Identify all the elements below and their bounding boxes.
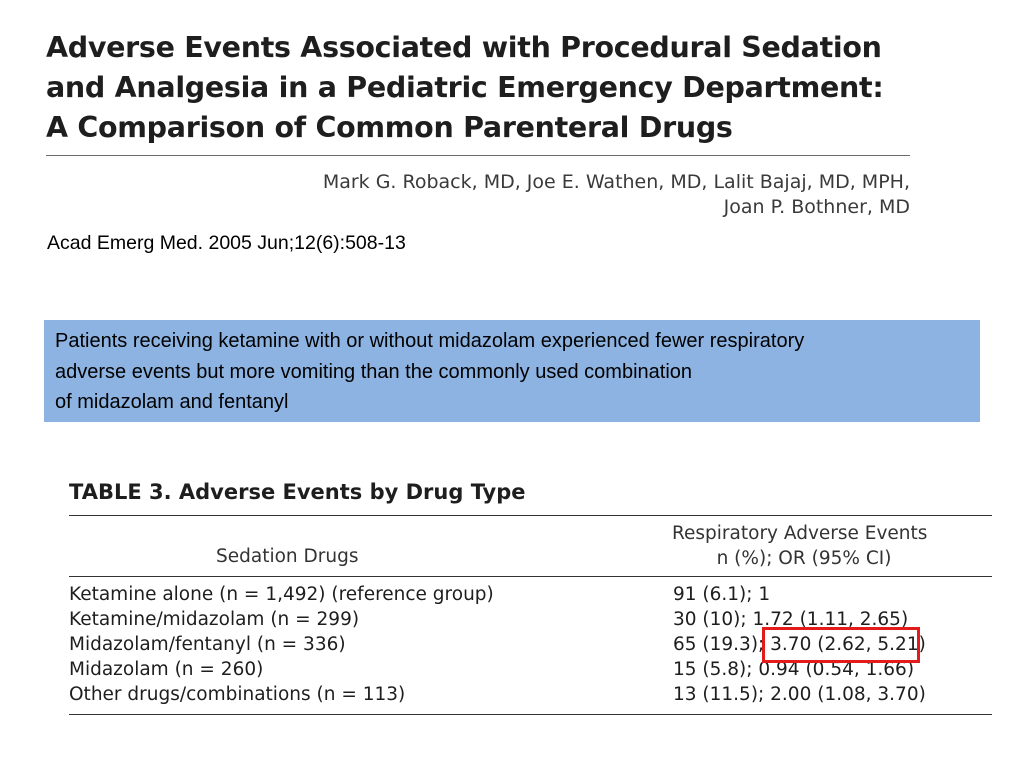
table-title: TABLE 3. Adverse Events by Drug Type [69,480,526,504]
cell-events: 65 (19.3); 3.70 (2.62, 5.21) [673,634,926,655]
table-header-rule [69,576,992,577]
cell-drug: Ketamine/midazolam (n = 299) [69,609,360,630]
title-divider [46,155,910,156]
table-row [69,682,969,707]
summary-line: adverse events but more vomiting than the commonly used combination [55,360,693,383]
highlight-box [762,627,920,663]
table-row [69,582,969,607]
cell-events: 13 (11.5); 2.00 (1.08, 3.70) [673,684,926,705]
author-list [323,170,910,220]
column-header-drugs: Sedation Drugs [216,546,359,567]
summary-box [44,320,980,422]
cell-drug: Midazolam/fentanyl (n = 336) [69,634,346,655]
author-line: Joan P. Bothner, MD [723,196,910,218]
cell-drug: Other drugs/combinations (n = 113) [69,684,406,705]
summary-text [55,326,970,418]
cell-events: 15 (5.8); 0.94 (0.54, 1.66) [673,659,915,680]
column-header-events [672,521,936,571]
table-bottom-rule [69,714,992,715]
table-top-rule [69,515,992,516]
column-header-events-line2: n (%); OR (95% CI) [716,548,892,569]
cell-events: 91 (6.1); 1 [673,584,771,605]
summary-line: of midazolam and fentanyl [55,391,289,413]
title-line: A Comparison of Common Parenteral Drugs [46,111,733,144]
author-line: Mark G. Roback, MD, Joe E. Wathen, MD, Lalit Bajaj, MD, MPH, [322,171,910,193]
cell-events: 30 (10); 1.72 (1.11, 2.65) [673,609,909,630]
column-header-events-line1: Respiratory Adverse Events [672,523,928,544]
summary-line: Patients receiving ketamine with or without midazolam experienced fewer respiratory [55,330,805,352]
citation: Acad Emerg Med. 2005 Jun;12(6):508-13 [47,232,406,254]
article-title [46,28,946,148]
title-line: Adverse Events Associated with Procedural Sedation [46,31,882,64]
cell-drug: Midazolam (n = 260) [69,659,264,680]
cell-drug: Ketamine alone (n = 1,492) (reference group) [69,584,494,605]
title-line: and Analgesia in a Pediatric Emergency Department: [46,71,884,104]
